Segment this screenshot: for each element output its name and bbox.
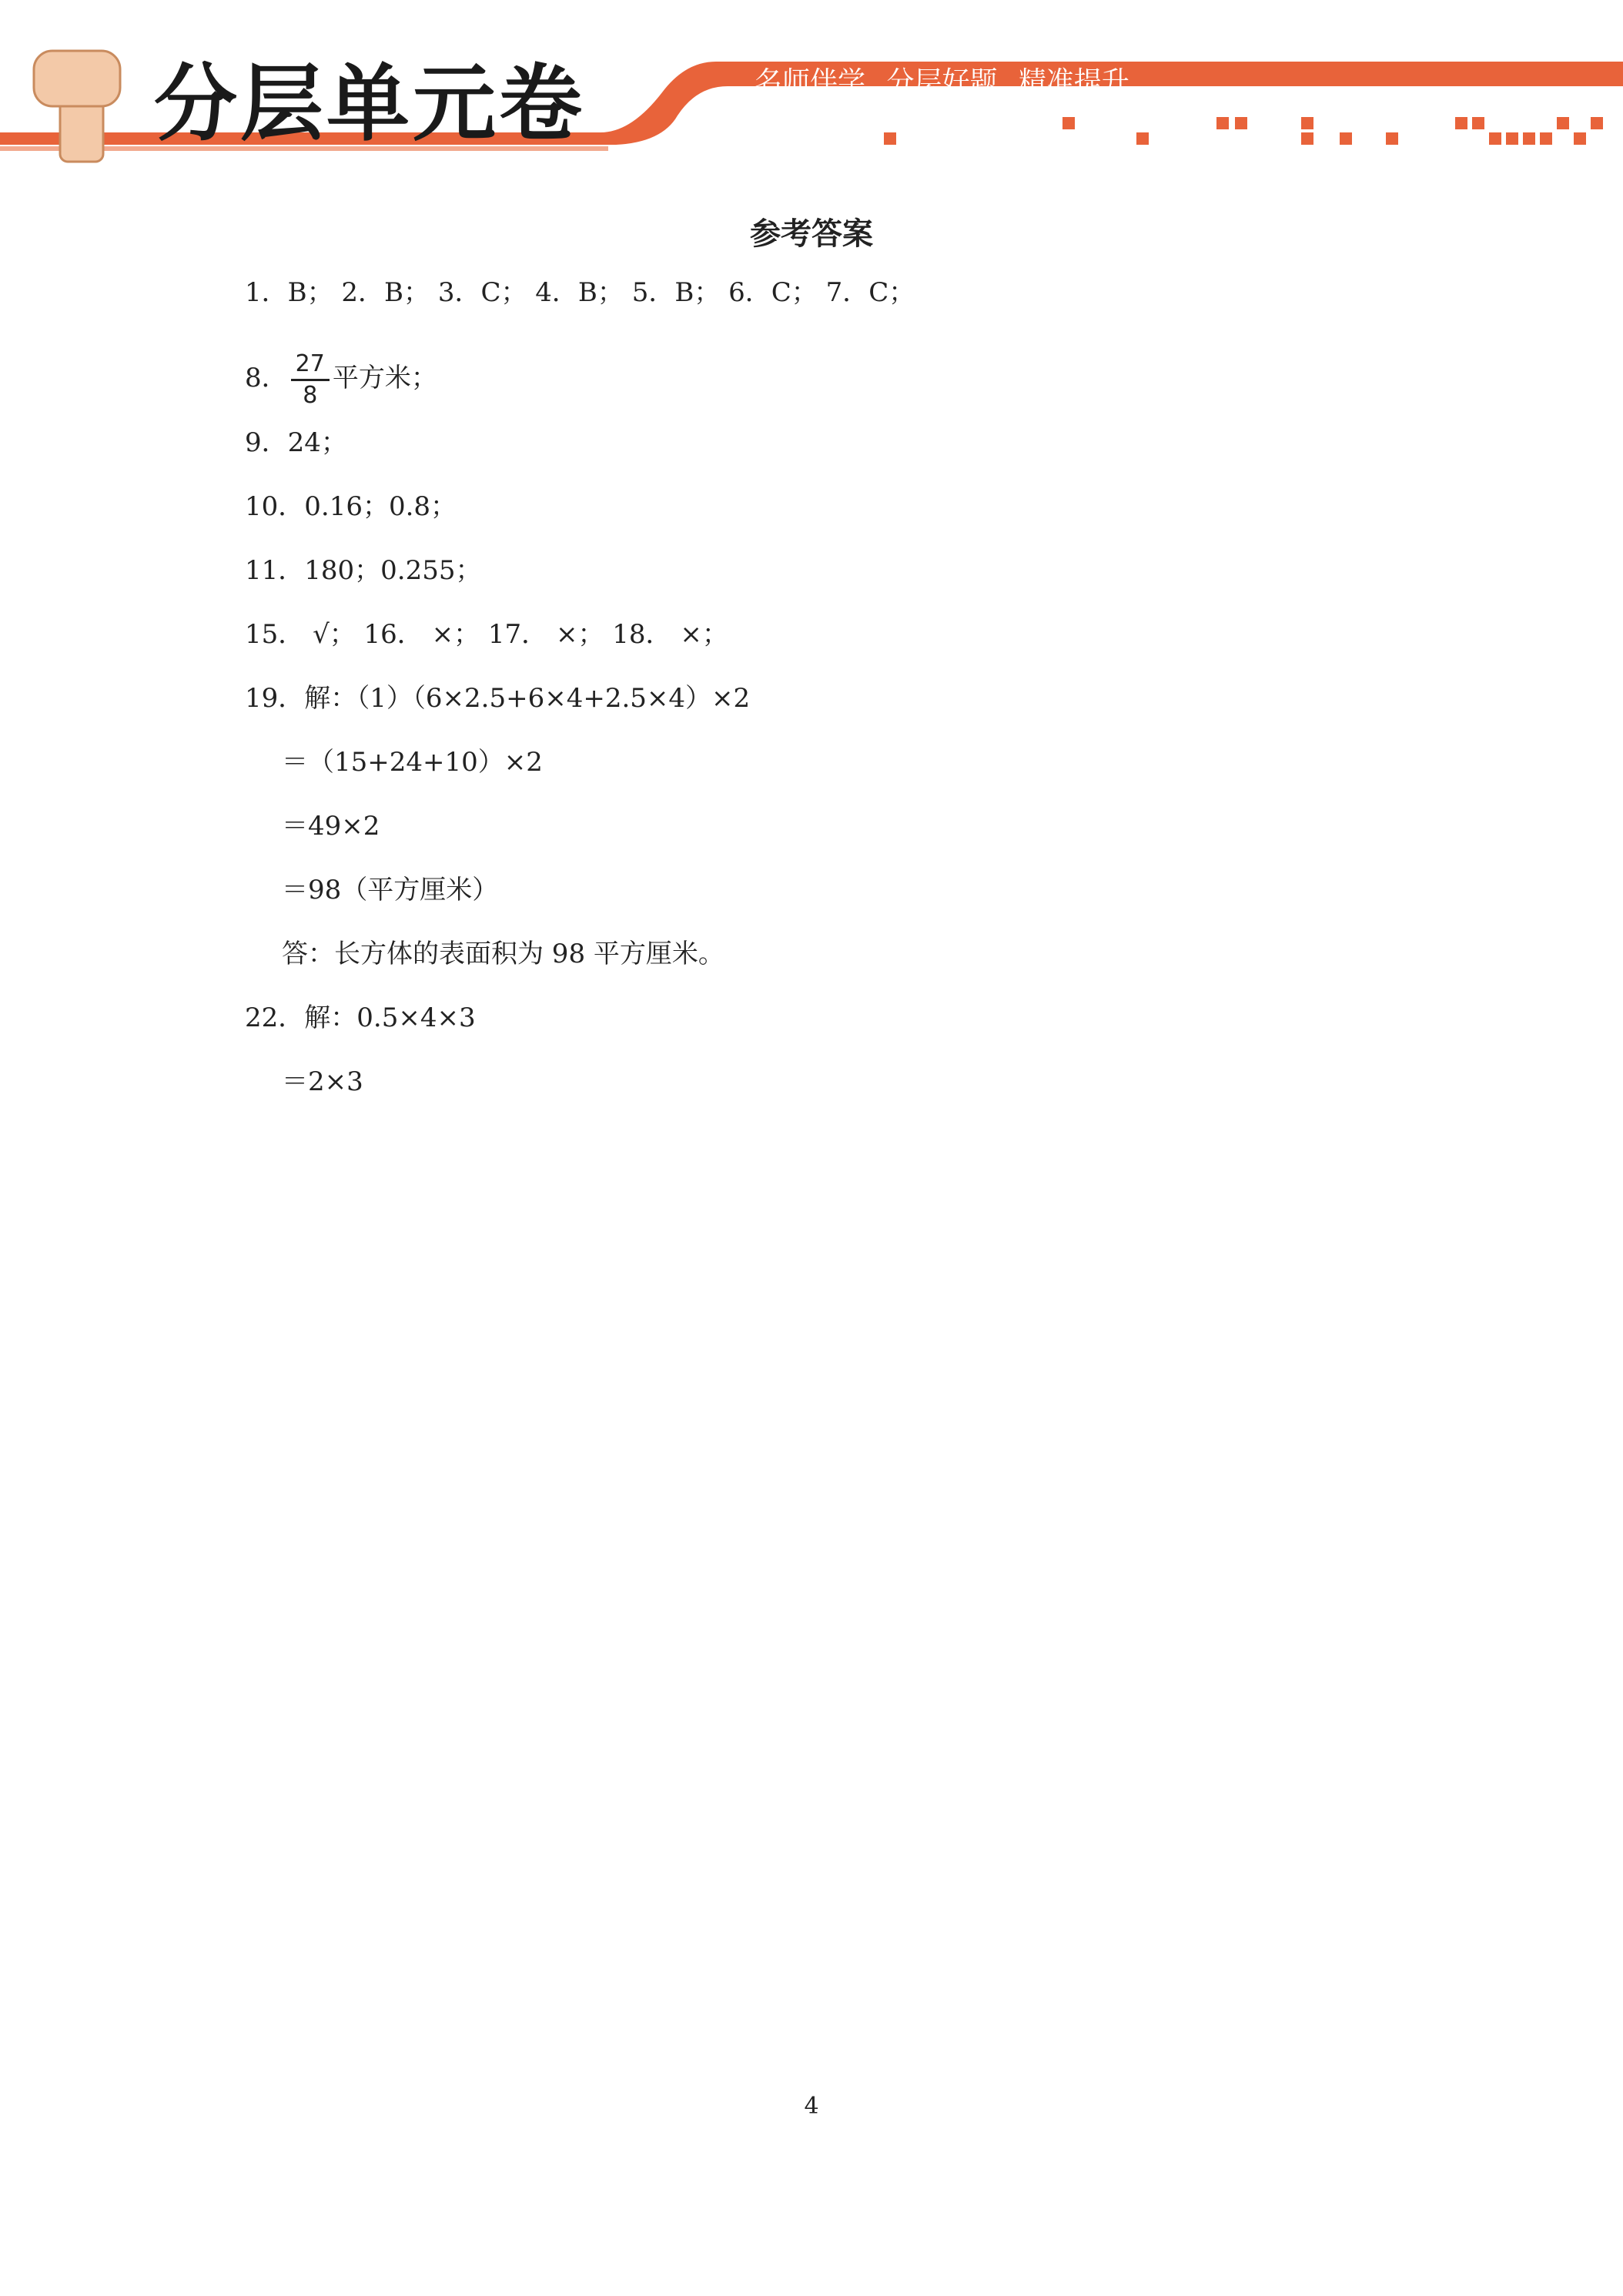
answer-line: ＝49×2: [282, 811, 380, 842]
fraction-numerator: 27: [291, 350, 330, 381]
answer-list: [245, 271, 1400, 1124]
answer-line: ＝（15+24+10）×2: [282, 747, 543, 778]
answer-number: 8．: [245, 363, 288, 393]
fraction: [291, 350, 330, 410]
answer-line: ＝98（平方厘米）: [282, 875, 499, 905]
answer-line-fraction: [245, 335, 1400, 421]
brand-title: 分层单元卷: [154, 56, 586, 152]
answer-unit: 平方米；: [332, 363, 437, 393]
answer-line: 22．解：0.5×4×3: [245, 1002, 476, 1033]
answer-line: ＝2×3: [282, 1066, 363, 1097]
page-title: 参考答案: [750, 216, 873, 252]
header-slogan: 名师伴学 分层好题 精准提升: [755, 66, 1129, 98]
fraction-denominator: 8: [303, 381, 318, 409]
answer-line: 19．解：（1）（6×2.5+6×4+2.5×4）×2: [245, 683, 751, 714]
answer-line: 1．B； 2．B； 3．C； 4．B； 5．B； 6．C； 7．C；: [245, 277, 915, 308]
page-header: [0, 0, 1623, 177]
answer-line: 9．24；: [245, 427, 347, 458]
answer-line: 15． √； 16． ×； 17． ×； 18． ×；: [245, 619, 728, 650]
answer-line: 11．180；0.255；: [245, 555, 482, 586]
page-number: 4: [804, 2093, 819, 2120]
fist-icon: [34, 51, 120, 162]
decorative-squares: [884, 117, 1603, 145]
answer-line: 答：长方体的表面积为 98 平方厘米。: [282, 939, 724, 969]
answer-line: 10．0.16；0.8；: [245, 491, 457, 522]
